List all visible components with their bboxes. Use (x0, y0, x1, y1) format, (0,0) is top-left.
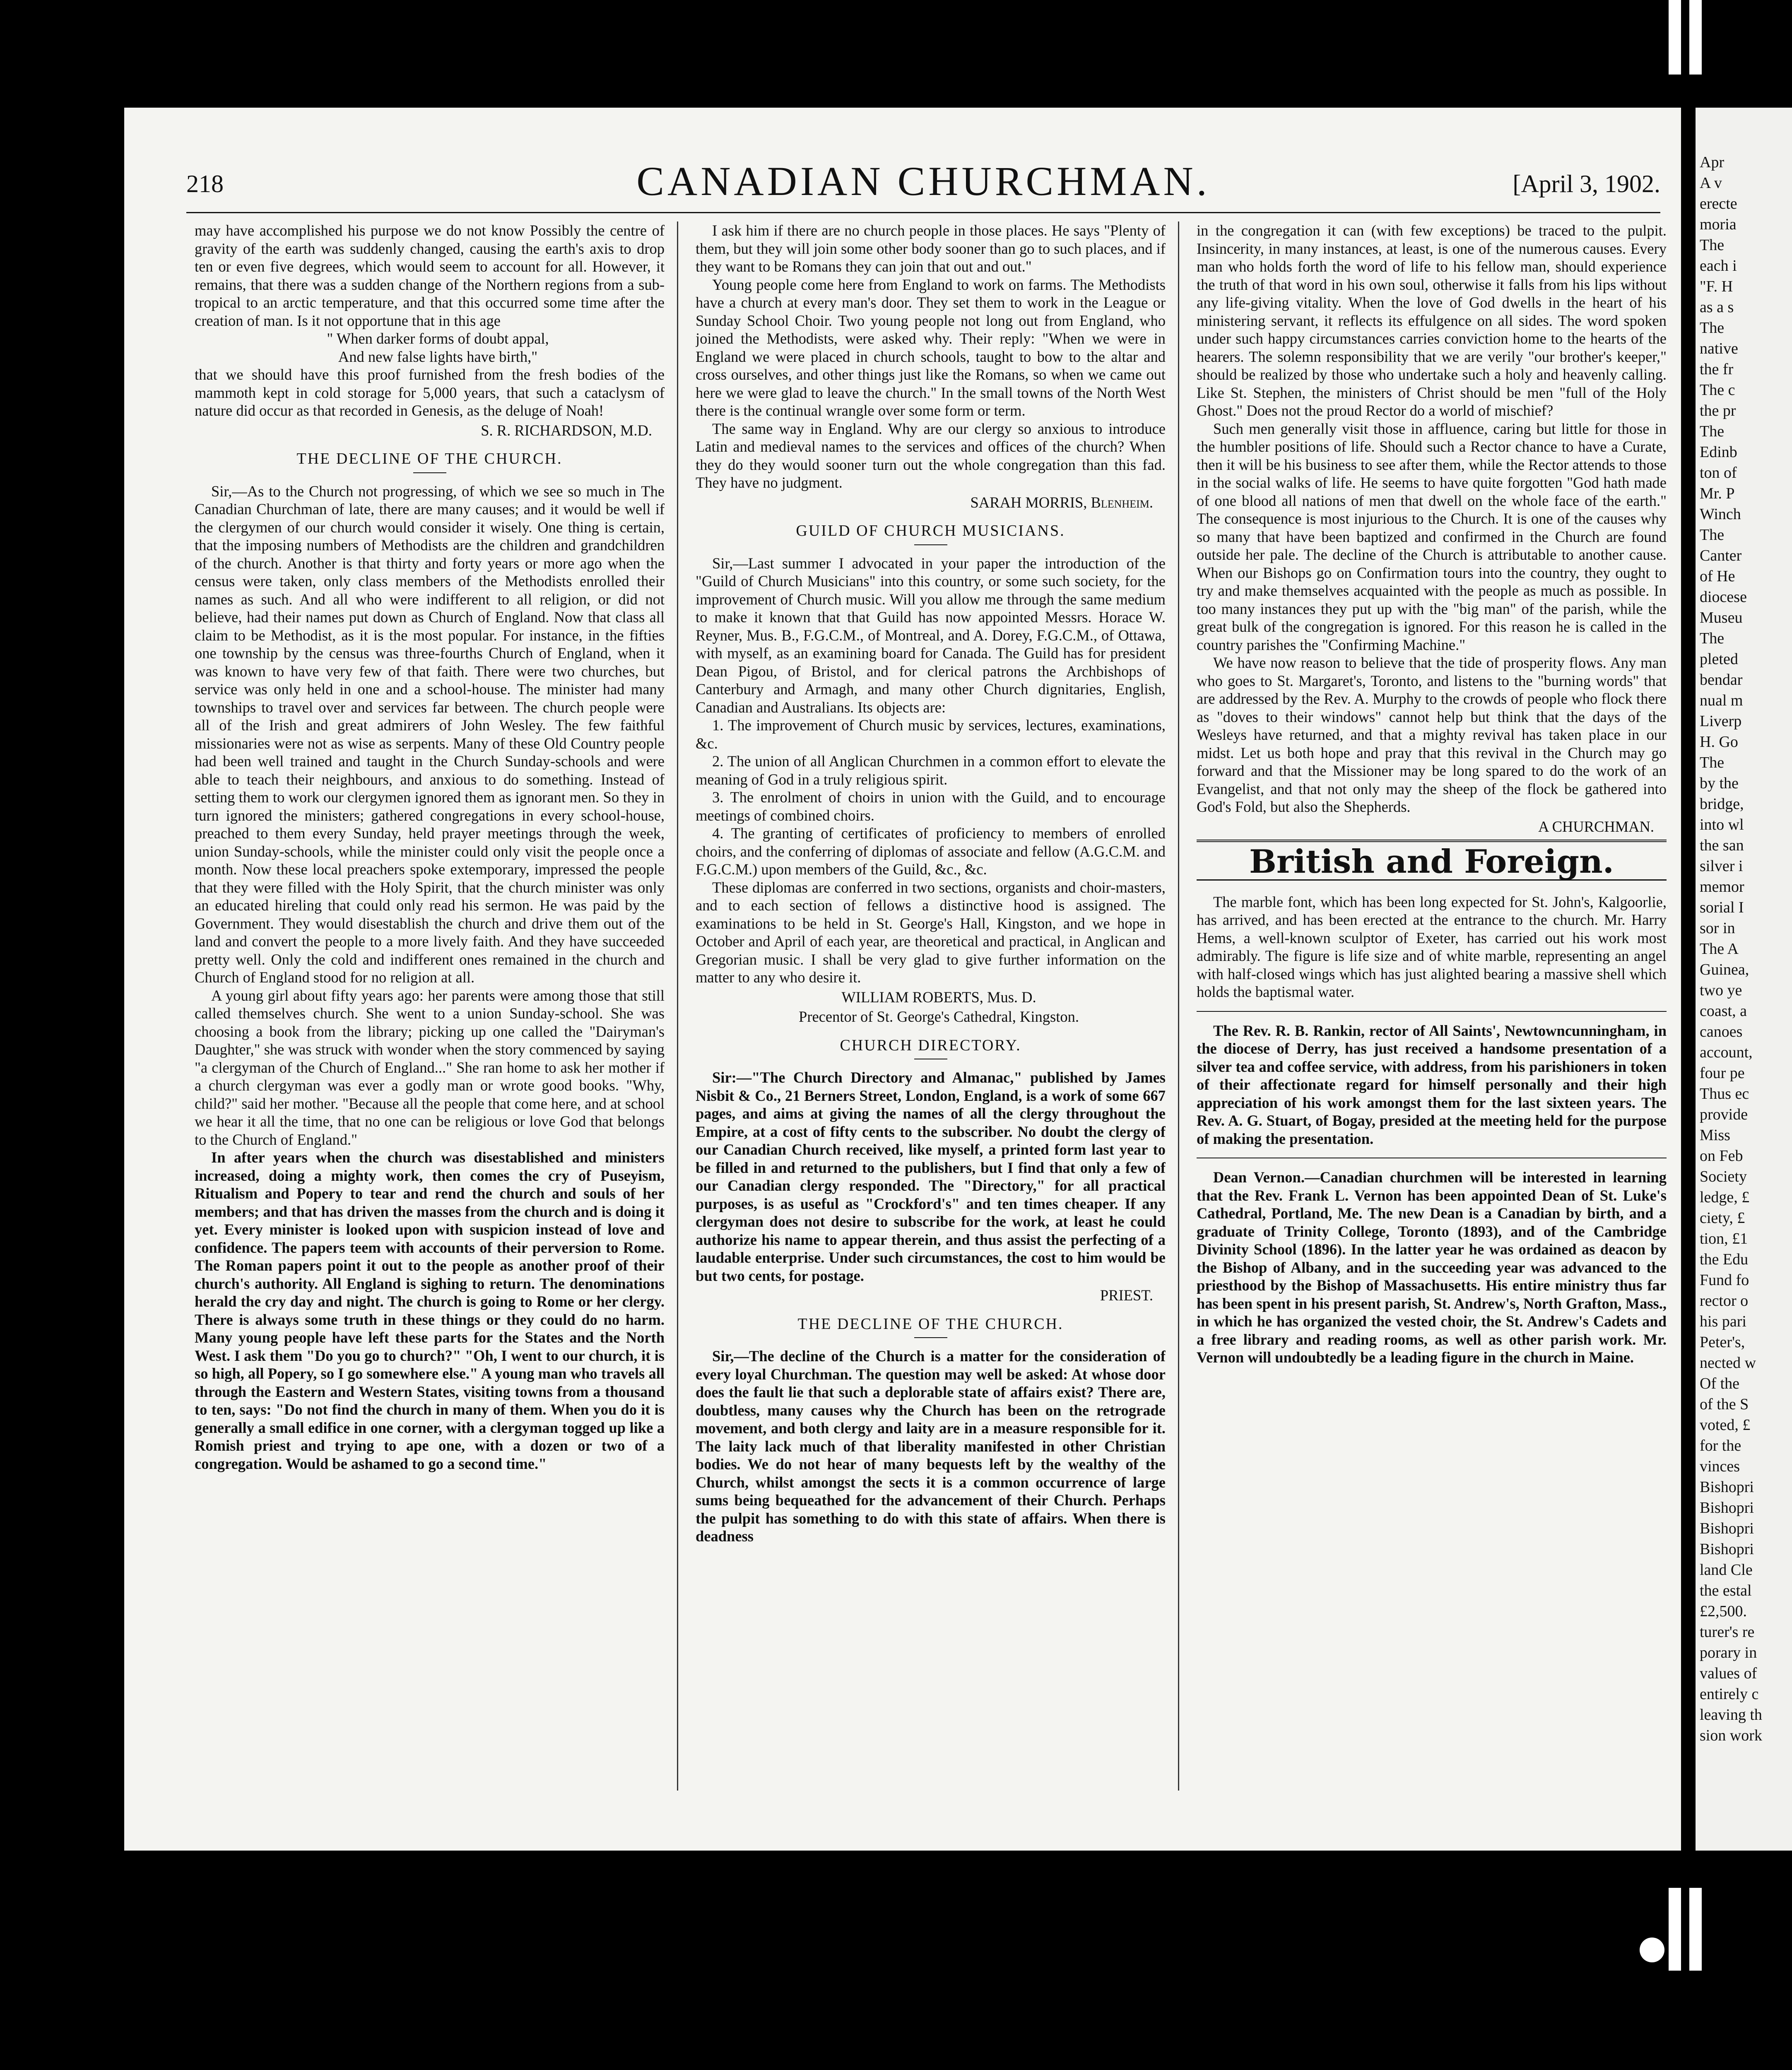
poem-line: And new false lights have birth," (338, 348, 538, 365)
fragment-text: moria (1700, 216, 1737, 233)
fragment-text: A v (1700, 174, 1722, 192)
fragment-text: four pe (1700, 1064, 1745, 1082)
fragment-text: Canter (1700, 547, 1742, 564)
fragment-text: Liverp (1700, 712, 1742, 730)
fragment-text: "F. H (1700, 278, 1733, 295)
fragment-text: memor (1700, 878, 1744, 895)
article-paragraph: A young girl about fifty years ago: her parents were among those that still called themselves church. She went to a union Sunday-school. She was choosing a book from the library; picking up one called the "Dairyman's Daughter," she was struck with wonder when the story commenced by saying "a clergyman of the Church of England..." She ran home to ask her mother if a church clergyman was ever a godly man or wrote good books. "Why, child?" said her mother. "Because all the people that come here, and at school we hear it all the time, that no one can be religious or love God that belongs to the Church of England." (195, 987, 665, 1148)
fragment-text: on Feb (1700, 1147, 1743, 1165)
fragment-text: The c (1700, 381, 1735, 399)
fragment-text: native (1700, 340, 1738, 357)
fragment-text: Bishopri (1700, 1499, 1754, 1516)
fragment-text: silver i (1700, 857, 1743, 875)
fragment-text: The A (1700, 940, 1739, 958)
fragment-text: the pr (1700, 402, 1736, 419)
section-title: British and Foreign. (1197, 840, 1667, 881)
news-item: Dean Vernon.—Canadian churchmen will be interested in learning that the Rev. Frank L. Vernon has been appointed Dean of St. Luke's Cathedral, Portland, Me. The new Dean is a Canadian by birth, and a graduate of Trinity College, Toronto (1893), and of the Cambridge Divinity School (1896). In the latter year he was ordained as deacon by the Bishop of Albany, and in the succeeding year was advanced to the priesthood by the Bishop of Massachusetts. His entire ministry thus far has been spent in his present parish, St. Andrew's, North Grafton, Mass., in which he has organized the vested choir, the St. Andrew's Cadets and a free library and reading rooms, as well as other parish work. Mr. Vernon will undoubtedly be a leading figure in the church in Maine. (1197, 1169, 1667, 1366)
scan-mark-top (1669, 0, 1681, 75)
article-paragraph: I ask him if there are no church people in those places. He says "Plenty of them, but they will join some other body sooner than go to such places, and if they want to be Romans they can join that out and out." (696, 222, 1166, 275)
fragment-text: Thus ec (1700, 1085, 1749, 1102)
fragment-text: ton of (1700, 464, 1737, 481)
scan-mark-top (1689, 0, 1702, 75)
column-1 (195, 221, 665, 1799)
fragment-text: the fr (1700, 361, 1734, 378)
fragment-text: ciety, £ (1700, 1209, 1745, 1227)
fragment-text: the san (1700, 837, 1744, 854)
fragment-text: Miss (1700, 1126, 1730, 1144)
fragment-text: Of the (1700, 1375, 1740, 1392)
list-item: 1. The improvement of Church music by services, lectures, examinations, &c. (696, 717, 1166, 752)
article-paragraph: Young people come here from England to work on farms. The Methodists have a church at every man's door. They set them to work in the League or Sunday School Choir. Two young people not long out from England, who joined the Methodists, were asked why. Their reply: "When we were in England we were placed in church schools, taught to bow to the altar and cross ourselves, and other things just like the Romans, so when we came out here we were glad to leave the church." In the small towns of the North West there is the continual wrangle over some form or term. (696, 276, 1166, 419)
fragment-text: two ye (1700, 982, 1742, 999)
article-paragraph: Sir,—As to the Church not progressing, of which we see so much in The Canadian Churchman of late, there are many causes; and it would be well if the clergymen of our church would consider it wisely. One thing is certain, that the imposing numbers of Methodists are the children and grandchildren of the church. Another is that thirty and forty years or more ago when the census were taken, only class members of the Methodists enrolled their names as such. And all who were indifferent to all religion, or did not believe, had their names put down as Church of England. Now that class all claim to be Methodist, as it is the most popular. For instance, in the fifties one township by the census was three-fourths Church of England, when it was known to have very few of that faith. There were two churches, but service was only held in one and a school-house. The minister had many townships to travel over and services far between. The church people were all of the Irish and great admirers of John Wesley. The few faithful missionaries were not as wise as serpents. Many of these Old Country people had been well trained and taught in the Church Sunday-schools and were able to teach their neighbours, and anxious to do something. Instead of setting them to work our clergymen ignored them as ignorant men. So they in turn ignored the ministers; gathered congregations in every school-house, preached to them every Sunday, held prayer meetings through the week, union Sunday-schools, while the minister could only visit the people once a month. Now these local preachers spoke extemporary, impressed the people that they were filled with the Holy Spirit, that the church minister was only an educated hireling that could only read his sermon. He was paid by the Government. They would disestablish the church and drive them out of the land and convert the people to a more lively faith. And they have succeeded pretty well. Only the cold and indifferent ones remained in the church and Church of England stood for no religion at all. (195, 482, 665, 986)
scan-dot (1640, 1938, 1664, 1962)
fragment-text: of the S (1700, 1396, 1749, 1413)
fragment-text: rector o (1700, 1292, 1749, 1309)
header-rule (186, 212, 1660, 213)
fragment-text: The (1700, 754, 1725, 771)
signature: A CHURCHMAN. (1538, 818, 1654, 835)
signature: S. R. RICHARDSON, M.D. (481, 421, 652, 439)
fragment-text: sorial I (1700, 899, 1744, 916)
column-rule (1178, 221, 1179, 1791)
signature: PRIEST. (1100, 1287, 1153, 1304)
news-item: The Rev. R. B. Rankin, rector of All Saints', Newtowncunningham, in the diocese of Derry, has just received a handsome presentation of a silver tea and coffee service, with address, from his parishioners in token of their affectionate regard for himself personally and their high appreciation of his work amongst them for the last sixteen years. The Rev. A. G. Stuart, of Bogay, presided at the meeting held for the purpose of making the presentation. (1197, 1022, 1667, 1147)
fragment-text: Society (1700, 1168, 1747, 1185)
fragment-text: Winch (1700, 505, 1741, 523)
fragment-text: provide (1700, 1106, 1748, 1123)
fragment-text: of He (1700, 568, 1735, 585)
fragment-text: The (1700, 319, 1725, 337)
issue-date: [April 3, 1902. (1513, 170, 1660, 197)
newspaper-page (124, 108, 1681, 1851)
page-number: 218 (186, 170, 224, 197)
fragment-text: Museu (1700, 609, 1743, 626)
signature: SARAH MORRIS, Blenheim. (970, 493, 1153, 511)
fragment-text: Guinea, (1700, 961, 1749, 978)
scan-mark-bottom (1689, 1888, 1702, 1971)
fragment-text: bridge, (1700, 795, 1744, 813)
article-heading: THE DECLINE OF THE CHURCH. (696, 1315, 1166, 1338)
fragment-text: Mr. P (1700, 485, 1735, 502)
signature: WILLIAM ROBERTS, Mus. D. (841, 988, 1036, 1006)
item-divider (1197, 1011, 1667, 1012)
fragment-text: porary in (1700, 1644, 1757, 1661)
fragment-text: The (1700, 423, 1725, 440)
news-item: The marble font, which has been long expected for St. John's, Kalgoorlie, has arrived, and has been erected at the entrance to the church. Mr. Harry Hems, a well-known sculptor of Exeter, has carried out his work most admirably. The figure is life size and of white marble, representing an angel with half-closed wings which has just alighted bearing a massive shell which holds the baptismal water. (1197, 893, 1667, 1000)
article-heading: GUILD OF CHURCH MUSICIANS. (696, 522, 1166, 545)
scan-mark-bottom (1669, 1888, 1681, 1971)
article-paragraph: In after years when the church was disestablished and ministers increased, doing a mighty work, then comes the cry of Puseyism, Ritualism and Popery to tear and rend the church and souls of her members; and that has driven the masses from the church and is doing it yet. Every minister is looked upon with suspicion instead of love and confidence. The papers teem with accounts of their perversion to Rome. The Roman papers point it out to the people as another proof of their church's authority. All England is sighing to return. The denominations herald the cry day and night. The church is going to Rome or her clergy. There is always some truth in these things or they could do no harm. Many young people have left these parts for the States and the North West. I ask them "Do you go to church?" "Oh, I went to our church, it is so high, all Popery, so I go somewhere else." A young man who travels all through the Eastern and Western States, visiting towns from a thousand to ten, says: "Do not find the church in many of them. When you do it is generally a small edifice in one corner, with a clergyman togged up like a Romish priest and trying to ape one, with a dozen or two of a congregation. Would be ashamed to go a second time." (195, 1149, 665, 1472)
article-text: that we should have this proof furnished from the fresh bodies of the mammoth kept in cold storage for 5,000 years, that such a cataclysm of nature did occur as that recorded in Genesis, as the deluge of Noah! (195, 366, 665, 419)
fragment-text: Peter's, (1700, 1333, 1745, 1351)
fragment-text: into wl (1700, 816, 1744, 833)
column-3 (1197, 221, 1667, 1799)
article-paragraph: Sir:—"The Church Directory and Almanac," published by James Nisbit & Co., 21 Berners Street, London, England, is a work of some 667 pages, and aims at giving the names of all the clergy throughout the Empire, at a cost of fifty cents to the subscriber. No doubt the clergy of our Canadian Church received, like myself, a printed form last year to be filled in and returned to the publishers, but I find that only a few of our Canadian clergy responded. The "Directory," for all practical purposes, is as useful as "Crockford's" and ten times cheaper. If any clergyman does not desire to subscribe for the work, at least he could authorize his name to appear therein, and thus assist the perfecting of a laudable enterprise. Under such circumstances, the cost to him would be but two cents, for postage. (696, 1069, 1166, 1284)
article-paragraph: These diplomas are conferred in two sections, organists and choir-masters, and to each section of fellows a distinctive hood is assigned. The examinations to be held in St. George's Hall, Kingston, and we hope in October and April of each year, are theoretical and practical, in Anglican and Gregorian music. I shall be very glad to give further information on the matter to any who desire it. (696, 879, 1166, 986)
fragment-text: the Edu (1700, 1251, 1749, 1268)
fragment-text: each i (1700, 257, 1737, 274)
poem-line: " When darker forms of doubt appal, (327, 330, 549, 347)
fragment-text: Bishopri (1700, 1540, 1754, 1558)
fragment-text: entirely c (1700, 1685, 1759, 1703)
article-heading: CHURCH DIRECTORY. (696, 1037, 1166, 1060)
list-item: 3. The enrolment of choirs in union with the Guild, and to encourage meetings of combined choirs. (696, 789, 1166, 824)
fragment-text: vinces (1700, 1458, 1740, 1475)
fragment-text: values of (1700, 1665, 1757, 1682)
fragment-text: tion, £1 (1700, 1230, 1748, 1247)
article-paragraph: in the congregation it can (with few exceptions) be traced to the pulpit. Insincerity, in many instances, at least, is one of the numerous causes. Every man who holds forth the word of life to his fellow man, should experience the truth of that word in his own soul, otherwise it falls from his lips without any life-giving vitality. When the love of God dwells in the heart of his ministering servant, it reflects its effulgence on all sides. The word spoken under such happy circumstances carries conviction home to the hearts of the hearers. The solemn responsibility that we are verily "our brother's keeper," should be realized by those who undertake such a holy and heavenly calling. Like St. Stephen, the ministers of Christ should be men "full of the Holy Ghost." Does not the proud Rector do a world of mischief? (1197, 222, 1667, 419)
signature-title: Precentor of St. George's Cathedral, Kingston. (799, 1008, 1079, 1025)
article-paragraph: Such men generally visit those in affluence, caring but little for those in the humbler positions of life. Should such a Rector chance to have a Curate, then it will be his business to see after them, while the Rector attends to those in the social walks of life. He seems to have quite forgotten "God hath made of one blood all nations of men that dwell on the whole face of the earth." The consequence is most injurious to the Church. It is one of the causes why so many that have been baptized and confirmed in the Church are found outside her pale. The decline of the Church is attributable to another cause. When our Bishops go on Confirmation tours into the country, they ought to try and make themselves acquainted with the people as much as possible. In too many instances they put up with the "big man" of the parish, while the great bulk of the congregation is ignored. For this reason he is called in the country parishes the "Confirming Machine." (1197, 420, 1667, 653)
article-paragraph: Sir,—The decline of the Church is a matter for the consideration of every loyal Churchman. The question may well be asked: At whose door does the fault lie that such a deplorable state of affairs exist? There are, doubtless, many causes why the Church has been on the retrograde movement, and both clergy and laity are in a measure responsible for it. The laity lack much of that liberality manifested in other Christian bodies. We do not hear of many bequests left by the wealthy of the Church, whilst amongst the sects it is a common occurrence of large sums being bequeathed for the advancement of their Church. Perhaps the pulpit has something to do with this state of affairs. When there is deadness (696, 1348, 1166, 1545)
fragment-text: sion work (1700, 1727, 1762, 1744)
fragment-text: nected w (1700, 1354, 1756, 1372)
fragment-text: leaving th (1700, 1706, 1762, 1723)
fragment-text: Fund fo (1700, 1271, 1749, 1289)
fragment-text: Apr (1700, 154, 1725, 171)
list-item: 2. The union of all Anglican Churchmen in a common effort to elevate the meaning of God in a truly religious spirit. (696, 753, 1166, 788)
fragment-text: pleted (1700, 650, 1738, 668)
fragment-text: Edinb (1700, 443, 1737, 461)
fragment-text: The (1700, 236, 1725, 254)
fragment-text: £2,500. (1700, 1603, 1747, 1620)
article-paragraph: The same way in England. Why are our clergy so anxious to introduce Latin and medieval names to the services and offices of the church? When they do they would sooner turn out the whole congregation than this fad. They have no judgment. (696, 420, 1166, 491)
column-2 (696, 221, 1166, 1799)
fragment-text: sor in (1700, 919, 1735, 937)
fragment-text: bendar (1700, 671, 1743, 688)
fragment-text: erecte (1700, 195, 1737, 212)
fragment-text: The (1700, 526, 1725, 544)
fragment-text: The (1700, 630, 1725, 647)
adjacent-page-edge (1696, 108, 1792, 1851)
fragment-text: nual m (1700, 692, 1743, 709)
fragment-text: Bishopri (1700, 1478, 1754, 1496)
fragment-text: by the (1700, 775, 1739, 792)
fragment-text: coast, a (1700, 1002, 1747, 1020)
fragment-text: as a s (1700, 298, 1734, 316)
fragment-text: canoes (1700, 1023, 1743, 1040)
fragment-text: for the (1700, 1437, 1741, 1454)
fragment-text: H. Go (1700, 733, 1738, 751)
list-item: 4. The granting of certificates of proficiency to members of enrolled choirs, and the conferring of diplomas of associate and fellow (A.G.C.M. and F.G.C.M.) upon members of the Guild, &c., &c. (696, 825, 1166, 878)
fragment-text: ledge, £ (1700, 1189, 1750, 1206)
article-paragraph: Sir,—Last summer I advocated in your paper the introduction of the "Guild of Church Musicians" into this country, or some such society, for the improvement of Church music. Will you allow me through the same medium to make it known that that Guild has now appointed Messrs. Horace W. Reyner, Mus. B., F.G.C.M., of Montreal, and A. Dorey, F.G.C.M., of Ottawa, with myself, as an examining board for Canada. The Guild has for president Dean Pigou, of Bristol, and for clerical patrons the Archbishops of Canterbury and Armagh, and many other Church dignitaries, English, Canadian and Australians. Its objects are: (696, 554, 1166, 716)
fragment-text: his pari (1700, 1313, 1746, 1330)
fragment-text: land Cle (1700, 1561, 1753, 1579)
column-rule (677, 221, 678, 1791)
article-paragraph: We have now reason to believe that the tide of prosperity flows. Any man who goes to St. Margaret's, Toronto, and listens to the "burning words" that are addressed by the Rev. A. Murphy to the crowds of people who flock there as "doves to their windows" cannot help but think that the days of the Wesleys have returned, and that a mighty revival has taken place in our midst. Let us both hope and pray that this revival in the Church may go forward and that the Missioner may be long spared to do the work of an Evangelist, and that not only may the sheep of the flock be gathered into God's Fold, but also the Shepherds. (1197, 654, 1667, 815)
fragment-text: Bishopri (1700, 1520, 1754, 1537)
masthead: CANADIAN CHURCHMAN. (636, 158, 1210, 204)
fragment-text: turer's re (1700, 1623, 1755, 1641)
fragment-text: diocese (1700, 588, 1747, 606)
article-text: may have accomplished his purpose we do not know Possibly the centre of gravity of the earth was suddenly changed, causing the earth's axis to drop ten or even five degrees, which would seem to account for all. However, it remains, that there was a sudden change of the Northern regions from a sub-tropical to an arctic temperature, and that this occurred some time after the creation of man. Is it not opportune that in this age (195, 222, 665, 329)
fragment-text: the estal (1700, 1582, 1752, 1599)
page-header (186, 153, 1660, 207)
fragment-text: voted, £ (1700, 1416, 1751, 1434)
article-heading: THE DECLINE OF THE CHURCH. (195, 450, 665, 473)
fragment-text: account, (1700, 1044, 1753, 1061)
